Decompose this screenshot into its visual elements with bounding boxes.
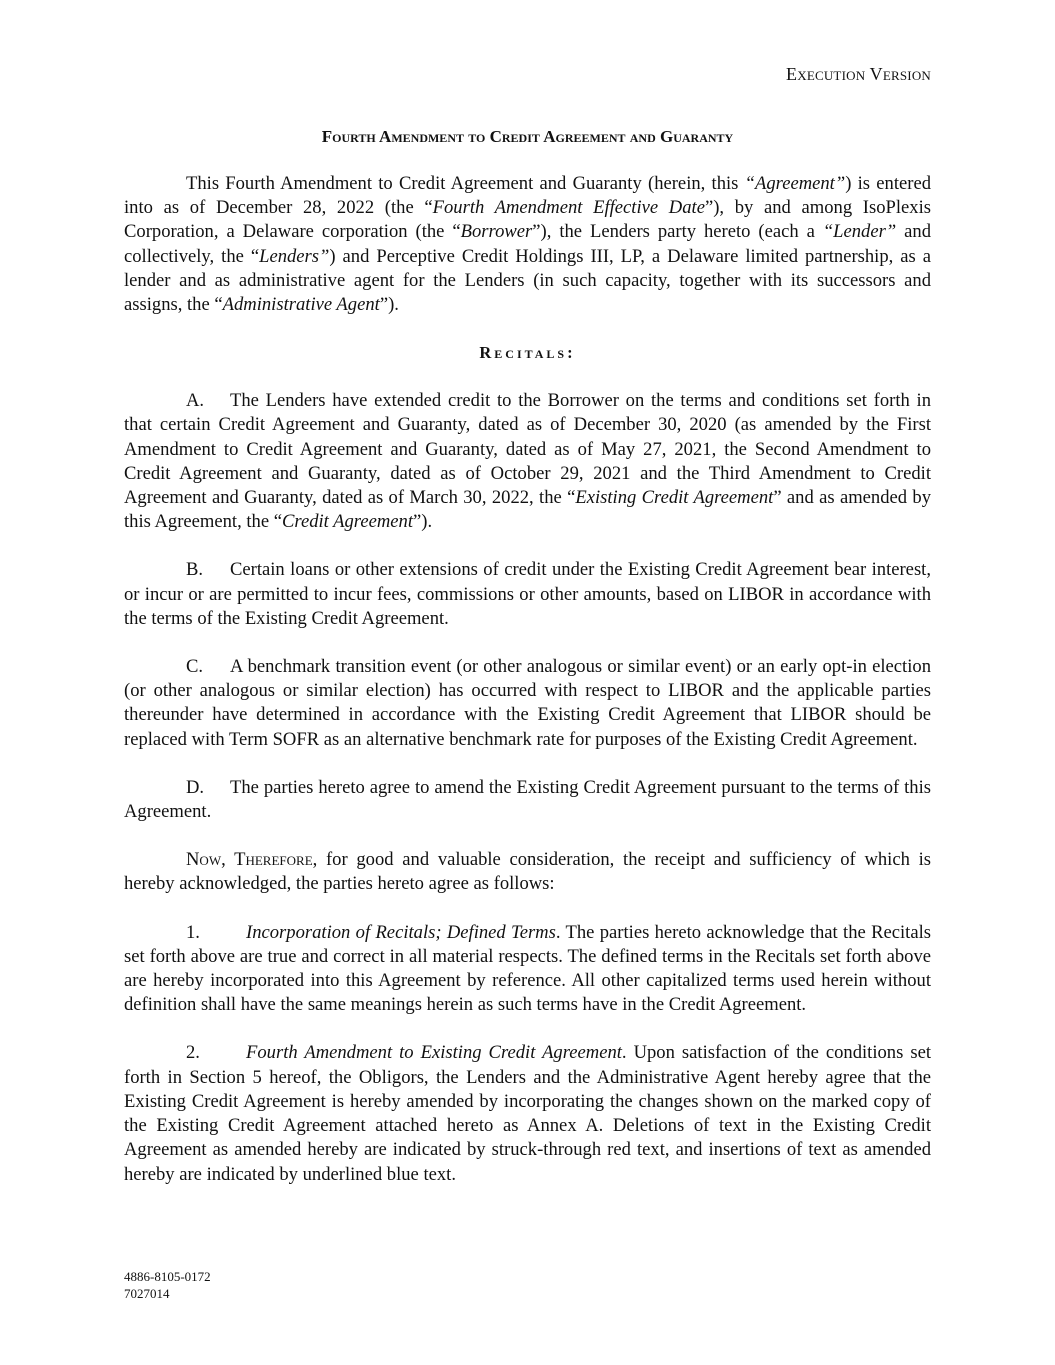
document-sub-id: 7027014 [124,1286,170,1301]
intro-term: “Lender” [822,221,897,243]
recital-letter: B. [186,559,204,581]
section-1 [124,921,931,1018]
recital-term: Credit Agreement [282,511,414,533]
intro-term: Fourth Amendment Effective Date [432,197,705,219]
intro-text: ) and Perceptive Credit Holdings III, LP, a Delaware limited partnership, as a lender and as administrative agent for the Lenders (in such capacity, together with its successors and assigns, the “ [124,245,931,316]
recital-text: ” and as amended by this Agreement, the “ [124,487,932,533]
recital-letter: D. [186,776,205,798]
section-heading: Fourth Amendment to Existing Credit Agreement [246,1042,622,1064]
section-heading: Incorporation of Recitals; Defined Terms [246,921,556,943]
recital-text: The Lenders have extended credit to the Borrower on the terms and conditions set forth in that certain Credit Agreement and Guaranty, dated as of December 30, 2020 (as amended by the First Amendment to Credit Agreement and Guaranty, dated as of May 27, 2021, the Second Amendment to Credit Agreement and Guaranty, dated as of October 29, 2021 and the Third Amendment to Credit Agreement and Guaranty, dated as of March 30, 2022, the “ [124,390,931,509]
execution-version-label: Execution Version [786,64,931,84]
intro-term: “Agreement” [744,173,846,194]
section-number: 2. [186,1042,200,1064]
intro-paragraph [124,172,931,317]
recital-letter: C. [186,656,204,678]
recital-text: Certain loans or other extensions of credit under the Existing Credit Agreement bear interest, or incur or are permitted to incur fees, commissions or other amounts, based on LIBOR in accordance with the terms of the Existing Credit Agreement. [124,559,931,629]
section-2 [124,1041,931,1186]
recital-term: Existing Credit Agreement [575,487,774,509]
now-therefore-lead: Now, Therefore [186,849,313,871]
recital-b [124,558,931,631]
recital-text: ”). [413,511,433,533]
recital-d [124,776,931,824]
document-title: Fourth Amendment to Credit Agreement and Guaranty [321,127,734,146]
intro-term: Lenders” [259,245,330,267]
document-id: 4886-8105-0172 [124,1269,211,1284]
intro-text: ”), the Lenders party hereto (each a [532,221,823,243]
recital-text: The parties hereto agree to amend the Existing Credit Agreement pursuant to the terms of this Agreement. [124,776,931,823]
recitals-heading: Recitals: [479,343,576,363]
intro-term: Borrower [460,221,533,243]
recital-c [124,655,931,752]
recital-text: A benchmark transition event (or other analogous or similar event) or an early opt-in election (or other analogous or similar election) has occurred with respect to LIBOR and the applicable parties thereunder have determined in accordance with the Existing Credit Agreement that LIBOR should be replaced with Term SOFR as an alternative benchmark rate for purposes of the Existing Credit Agreement. [124,656,931,750]
now-therefore-text: , for good and valuable consideration, the receipt and sufficiency of which is hereby acknowledged, the parties hereto agree as follows: [124,849,931,895]
section-text: . Upon satisfaction of the conditions set forth in Section 5 hereof, the Obligors, the Lenders and the Administrative Agent hereby agree that the Existing Credit Agreement is hereby amended by incorporating the changes shown on the marked copy of the Existing Credit Agreement attached hereto as Annex A. Deletions of text in the Existing Credit Agreement as amended hereby are indicated by struck-through red text, and insertions of text as amended hereby are indicated by underlined blue text. [124,1042,931,1185]
now-therefore-paragraph [124,848,931,896]
section-number: 1. [186,921,200,943]
intro-text: ”), by and among IsoPlexis Corporation, a Delaware corporation (the “ [124,197,931,243]
section-text: . The parties hereto acknowledge that the Recitals set forth above are true and correct in all material respects. The defined terms in the Recitals set forth above are hereby incorporated into this Agreement by reference. All other capitalized terms used herein without definition shall have the same meanings herein as such terms have in the Credit Agreement. [124,921,932,1016]
intro-text: and collectively, the “ [124,221,931,267]
recital-a [124,389,931,534]
document-page [124,62,931,1187]
intro-text: ) is entered into as of December 28, 2022 (the “ [124,173,931,219]
recital-letter: A. [186,390,205,412]
intro-text: ”). [379,294,399,316]
intro-text: This Fourth Amendment to Credit Agreement and Guaranty (herein, this [186,173,745,194]
document-footer [124,1268,211,1302]
intro-term: Administrative Agent [222,294,380,316]
